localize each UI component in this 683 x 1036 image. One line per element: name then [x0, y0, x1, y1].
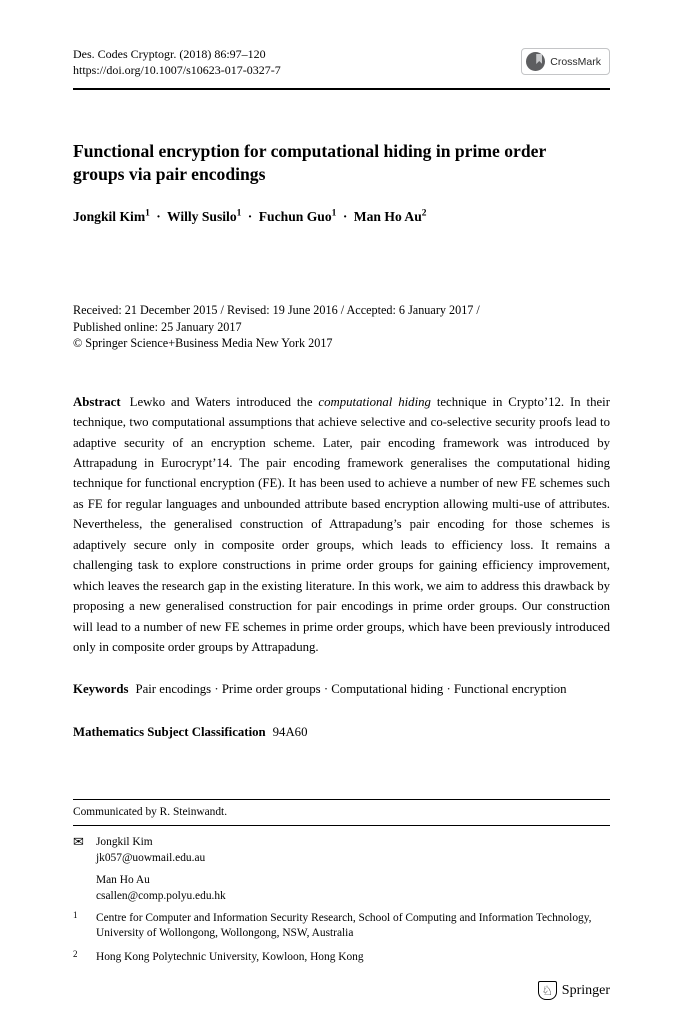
author — [354, 209, 427, 224]
correspondence-gutter — [73, 873, 96, 904]
msc-value: 94A60 — [272, 725, 308, 740]
abstract-label: Abstract — [73, 394, 121, 409]
affiliation — [73, 950, 610, 965]
doi-link[interactable]: https://doi.org/10.1007/s10623-017-0327-7 — [73, 63, 281, 77]
footnote-rule-bottom — [73, 825, 610, 826]
header-rule — [73, 88, 610, 90]
springer-logo — [538, 981, 610, 1000]
msc-label: Mathematics Subject Classification — [73, 725, 266, 740]
abstract-text-pre: Lewko and Waters introduced the — [129, 394, 319, 409]
author-affiliation-mark: 1 — [145, 208, 150, 219]
affiliation-number: 2 — [73, 948, 78, 959]
crossmark-bookmark-icon — [536, 54, 542, 64]
page-header — [73, 46, 610, 78]
abstract-italic-phrase: computational hiding — [318, 394, 431, 409]
paper-title: Functional encryption for computational hiding in prime order groups via pair encodings — [73, 141, 546, 185]
correspondence-email: jk057@uowmail.edu.au — [96, 851, 206, 864]
crossmark-badge[interactable] — [521, 48, 610, 75]
abstract-text-post: technique in Crypto’12. In their technique, two computational assumptions that achieve selective and co-selective security proofs lead to adaptive security of an encryption scheme. Later, pair encoding framework was introduced by Attrapadung in Eurocrypt’14. The pair encoding framework generalises the computational hiding technique for functional encryption (FE). It has been used to achieve a number of new FE schemes such as FE for regular languages and unbounded attribute based encryption allowing multi-use of attributes. Nevertheless, the generalised construction of Attrapadung’s pair encoding for those schemes is adaptively secure only in composite order groups, which leads to efficiency loss. It remains a challenging task to explore constructions in prime order groups for gaining efficiency improvement, which leaves the research gap in the existing literature. In this work, we aim to address this drawback by proposing a new generalised construction for pair encodings in prime order groups. Our construction will lead to a number of new FE schemes in prime order groups, which have been previously introduced only in composite order groups by Attrapadung. — [73, 394, 610, 655]
crossmark-icon — [526, 52, 545, 71]
author-name: Jongkil Kim — [73, 209, 146, 225]
keywords-label: Keywords — [73, 681, 129, 696]
correspondence-details — [96, 835, 205, 866]
springer-logo-text: Springer — [561, 982, 610, 998]
springer-knight-icon: ♘ — [538, 981, 557, 1000]
author — [259, 209, 337, 224]
journal-info — [73, 46, 281, 78]
affiliation-text: Centre for Computer and Information Security Research, School of Computing and Information Technology, University of Wollongong, Wollongong, NSW, Australia — [96, 911, 592, 940]
crossmark-label: CrossMark — [550, 55, 601, 68]
footnote-rule-top — [73, 799, 610, 800]
author — [167, 209, 241, 224]
communicated-by: Communicated by R. Steinwandt. — [73, 806, 228, 818]
author-name: Man Ho Au — [353, 209, 422, 225]
author-affiliation-mark: 1 — [331, 208, 337, 219]
msc-line — [73, 725, 610, 740]
author-separator: · — [156, 209, 161, 225]
footnote-block — [73, 799, 610, 973]
keywords-text: Pair encodings · Prime order groups · Computational hiding · Functional encryption — [135, 681, 567, 696]
correspondence-details — [96, 873, 226, 904]
journal-reference: Des. Codes Cryptogr. (2018) 86:97–120 — [73, 47, 266, 61]
envelope-icon: ✉ — [73, 834, 84, 850]
author-affiliation-mark: 1 — [236, 208, 242, 219]
keywords — [73, 679, 610, 699]
correspondence-email: csallen@comp.polyu.edu.hk — [96, 889, 226, 902]
author-affiliation-mark: 2 — [421, 208, 427, 219]
affiliation-text: Hong Kong Polytechnic University, Kowloon, Hong Kong — [96, 950, 364, 963]
author-name: Willy Susilo — [167, 209, 237, 225]
author-name: Fuchun Guo — [258, 209, 332, 225]
author — [73, 209, 150, 224]
received-revised-accepted: Received: 21 December 2015 / Revised: 19 June 2016 / Accepted: 6 January 2017 / — [73, 303, 480, 318]
published-online: Published online: 25 January 2017 — [73, 319, 242, 334]
copyright-line: © Springer Science+Business Media New York 2017 — [73, 336, 333, 351]
abstract — [73, 392, 610, 658]
publication-history — [73, 302, 610, 351]
affiliation-number: 1 — [73, 909, 78, 920]
affiliation — [73, 911, 610, 942]
author-list — [73, 206, 448, 228]
correspondence-entry — [73, 835, 610, 866]
author-separator: · — [247, 209, 253, 225]
author-separator: · — [342, 209, 348, 225]
correspondence-name: Jongkil Kim — [96, 836, 153, 849]
correspondence-entry — [73, 873, 610, 904]
correspondence-name: Man Ho Au — [96, 874, 150, 887]
